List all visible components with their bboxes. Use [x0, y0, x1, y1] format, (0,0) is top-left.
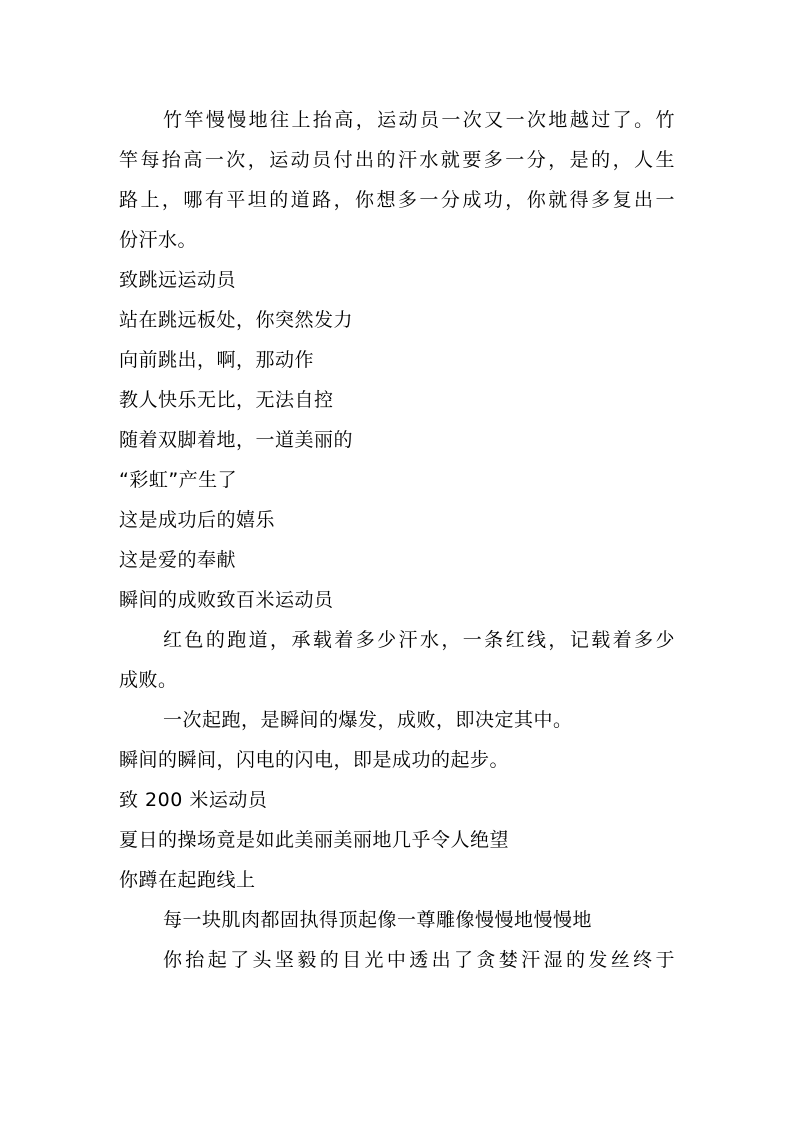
paragraph-line: 份汗水。: [119, 229, 198, 251]
poem-line: 向前跳出，啊，那动作: [119, 349, 315, 371]
paragraph-line: 竹竿慢慢地往上抬高，运动员一次又一次地越过了。竹: [163, 109, 675, 131]
paragraph-line: 路上，哪有平坦的道路，你想多一分成功，你就得多复出一: [119, 189, 675, 211]
poem-line: 你抬起了头坚毅的目光中透出了贪婪汗湿的发丝终于: [163, 949, 675, 971]
paragraph-line: 成败。: [119, 669, 178, 691]
poem-line: 教人快乐无比，无法自控: [119, 389, 334, 411]
poem-line: 站在跳远板处，你突然发力: [119, 309, 354, 331]
poem-line: 每一块肌肉都固执得顶起像一尊雕像慢慢地慢慢地: [163, 909, 593, 931]
document-body: [119, 100, 675, 980]
section-heading: 瞬间的成败致百米运动员: [119, 589, 334, 611]
paragraph-line: 竿每抬高一次，运动员付出的汗水就要多一分，是的，人生: [119, 149, 675, 171]
poem-line: 夏日的操场竟是如此美丽美丽地几乎令人绝望: [119, 829, 510, 851]
poem-line: “彩虹”产生了: [119, 469, 238, 491]
paragraph-line: 红色的跑道，承载着多少汗水，一条红线，记载着多少: [163, 629, 675, 651]
paragraph-line: 瞬间的瞬间，闪电的闪电，即是成功的起步。: [119, 749, 510, 771]
section-heading: 致跳远运动员: [119, 269, 237, 291]
section-heading: 致 200 米运动员: [119, 789, 268, 811]
poem-line: 这是成功后的嬉乐: [119, 509, 276, 531]
poem-line: 随着双脚着地，一道美丽的: [119, 429, 354, 451]
poem-line: 这是爱的奉献: [119, 549, 237, 571]
poem-line: 你蹲在起跑线上: [119, 869, 256, 891]
paragraph-line: 一次起跑，是瞬间的爆发，成败，即决定其中。: [163, 709, 573, 731]
